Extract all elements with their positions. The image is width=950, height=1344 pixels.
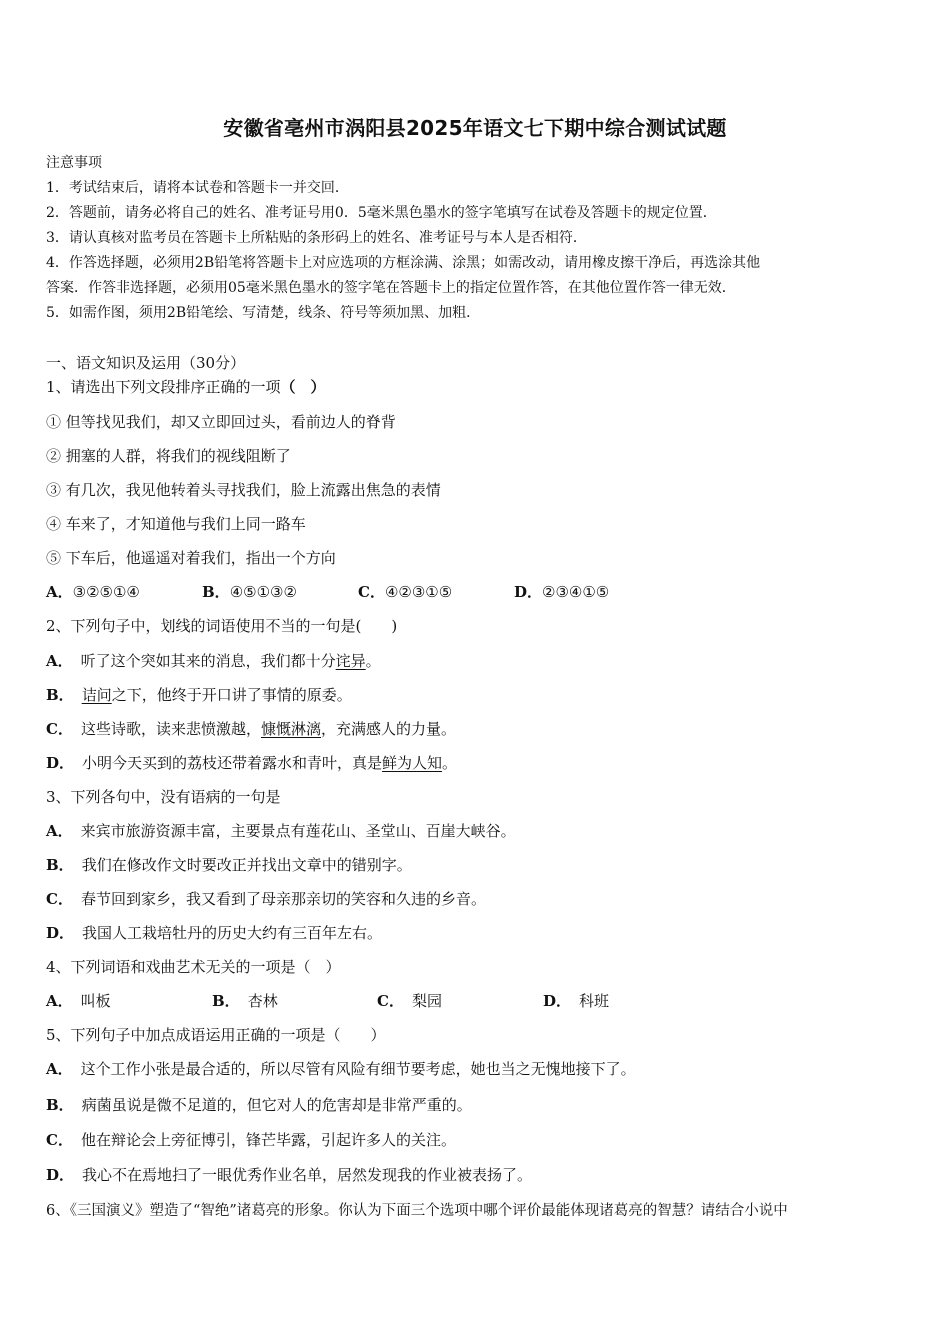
question-stem-text: 1、请选出下列文段排序正确的一项 <box>46 378 281 396</box>
page-title: 安徽省亳州市涡阳县2025年语文七下期中综合测试试题 <box>223 116 727 140</box>
q5-option-b: B． 病菌虽说是微不足道的，但它对人的危害却是非常严重的。 <box>46 1096 472 1114</box>
dotted-idiom: 当之无愧 <box>500 1060 561 1078</box>
notice-item: 2．答题前，请务必将自己的姓名、准考证号用0．5毫米黑色墨水的签字笔填写在试卷及答题卡的规定位置． <box>46 205 717 221</box>
choice-b: B．④⑤①③② <box>202 583 297 601</box>
choice-a: A． 叫板 <box>46 992 111 1010</box>
answer-parens: （ ） <box>280 378 326 396</box>
notice-item: 4．作答选择题，必须用2B铅笔将答题卡上对应选项的方框涂满、涂黑；如需改动，请用橡皮擦干净后，再选涂其他 <box>46 255 761 271</box>
notice-item: 5．如需作图，须用2B铅笔绘、写清楚，线条、符号等须加黑、加粗． <box>46 305 481 321</box>
q2-option-d: D． 小明今天买到的荔枝还带着露水和青叶，真是鲜为人知。 <box>46 754 458 772</box>
q4-choices <box>46 990 906 1012</box>
section-heading: 一、语文知识及运用（30分） <box>46 354 246 372</box>
question-1-stem <box>46 376 326 397</box>
q5-option-a: A． 这个工作小张是最合适的，所以尽管有风险有细节要考虑，她也当之无愧地接下了。 <box>46 1060 636 1078</box>
q3-option-c: C． 春节回到家乡，我又看到了母亲那亲切的笑容和久违的乡音。 <box>46 890 486 908</box>
notice-item: 1．考试结束后，请将本试卷和答题卡一并交回． <box>46 180 349 196</box>
notice-heading: 注意事项 <box>46 155 102 171</box>
q5-option-c: C． 他在辩论会上旁征博引，锋芒毕露，引起许多人的关注。 <box>46 1131 456 1149</box>
q2-option-b: B． 诘问之下，他终于开口讲了事情的原委。 <box>46 686 352 704</box>
q3-option-a: A． 来宾市旅游资源丰富，主要景点有莲花山、圣堂山、百崖大峡谷。 <box>46 822 516 840</box>
choice-d: D． 科班 <box>543 992 610 1010</box>
notice-item: 答案．作答非选择题，必须用05毫米黑色墨水的签字笔在答题卡上的指定位置作答，在其他位置作答一律无效． <box>46 280 736 296</box>
q2-option-c: C． 这些诗歌，读来悲愤激越，慷慨淋漓，充满感人的力量。 <box>46 720 456 738</box>
choice-c: C． 梨园 <box>377 992 442 1010</box>
question-5-stem: 5、下列句子中加点成语运用正确的一项是（ ） <box>46 1026 386 1044</box>
q1-sentence: ② 拥塞的人群，将我们的视线阻断了 <box>46 447 291 465</box>
choice-d: D．②③④①⑤ <box>514 583 610 601</box>
choice-b: B． 杏林 <box>212 992 278 1010</box>
q2-option-a: A． 听了这个突如其来的消息，我们都十分诧异。 <box>46 652 381 670</box>
notice-item: 3．请认真核对监考员在答题卡上所粘贴的条形码上的姓名、准考证号与本人是否相符． <box>46 230 587 246</box>
question-2-stem: 2、下列句子中，划线的词语使用不当的一句是( ) <box>46 617 398 635</box>
q1-sentence: ⑤ 下车后，他遥遥对着我们，指出一个方向 <box>46 549 336 567</box>
question-6-stem: 6、《三国演义》塑造了“智绝”诸葛亮的形象。你认为下面三个选项中哪个评价最能体现诸葛亮的智慧？请结合小说中 <box>46 1203 788 1219</box>
q1-sentence: ④ 车来了，才知道他与我们上同一路车 <box>46 515 306 533</box>
choice-a: A．③②⑤①④ <box>46 583 140 601</box>
question-4-stem: 4、下列词语和戏曲艺术无关的一项是（ ） <box>46 958 341 976</box>
q3-option-b: B． 我们在修改作文时要改正并找出文章中的错别字。 <box>46 856 412 874</box>
q3-option-d: D． 我国人工栽培牡丹的历史大约有三百年左右。 <box>46 924 383 942</box>
q1-sentence: ① 但等找见我们，却又立即回过头，看前边人的脊背 <box>46 413 396 431</box>
question-3-stem: 3、下列各句中，没有语病的一句是 <box>46 788 281 806</box>
choice-c: C．④②③①⑤ <box>358 583 453 601</box>
q5-option-d: D． 我心不在焉地扫了一眼优秀作业名单，居然发现我的作业被表扬了。 <box>46 1166 533 1184</box>
q1-choices <box>46 581 906 603</box>
q1-sentence: ③ 有几次，我见他转着头寻找我们，脸上流露出焦急的表情 <box>46 481 441 499</box>
